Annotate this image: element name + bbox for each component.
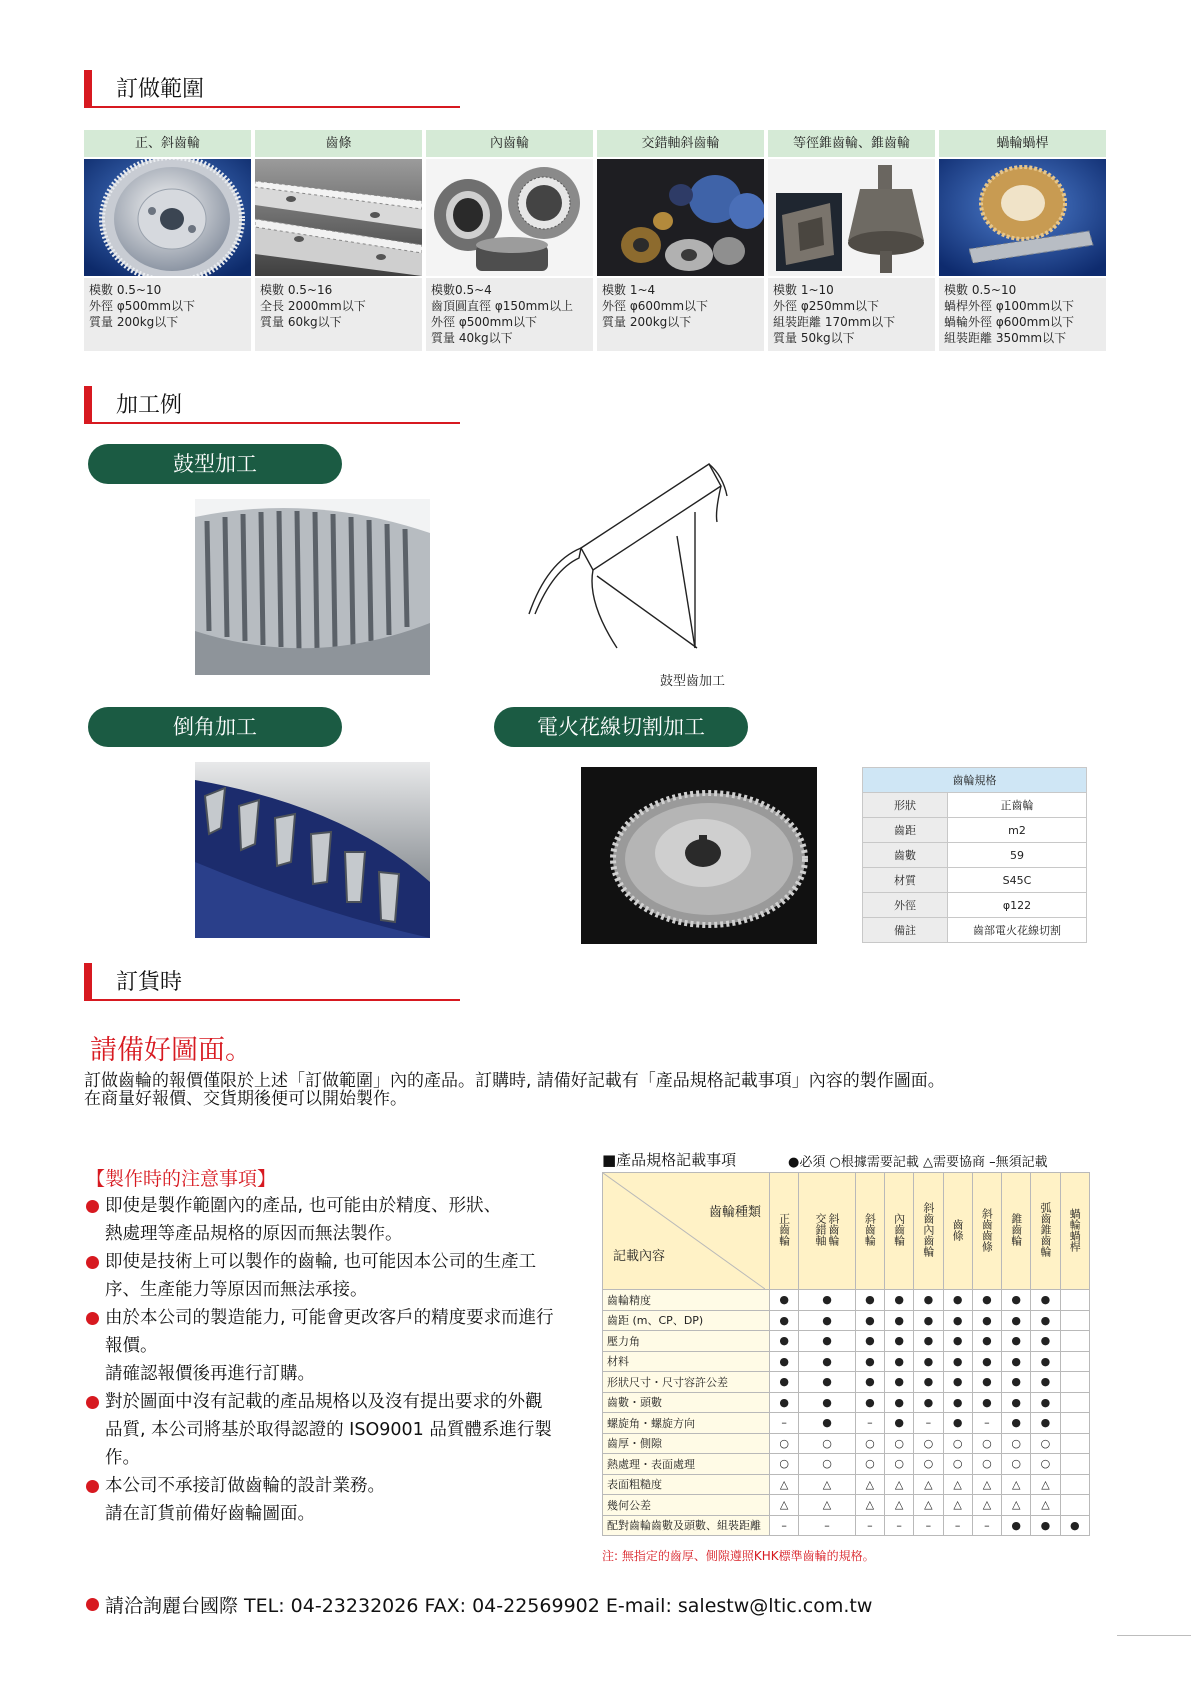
section-header-ordering bbox=[84, 963, 460, 1001]
matrix-cell: ● bbox=[1002, 1372, 1031, 1393]
matrix-cell: ● bbox=[943, 1290, 972, 1311]
matrix-cell: ○ bbox=[943, 1454, 972, 1475]
gear-spec-row bbox=[863, 843, 1087, 868]
matrix-row-label: 壓力角 bbox=[603, 1331, 770, 1352]
matrix-cell: ● bbox=[1002, 1515, 1031, 1536]
matrix-corner bbox=[603, 1173, 770, 1290]
matrix-cell: ● bbox=[1031, 1392, 1060, 1413]
scope-card-spec bbox=[597, 278, 764, 351]
rack-photo bbox=[255, 159, 422, 276]
spec-line: 質量 40kg以下 bbox=[431, 331, 513, 345]
spec-line: 蝸桿外徑 φ100mm以下 bbox=[944, 299, 1075, 313]
matrix-cell: ● bbox=[972, 1331, 1001, 1352]
spec-line: 模數 0.5~10 bbox=[89, 283, 162, 297]
scope-card-spur-helical bbox=[84, 130, 251, 351]
column-label: 內齒輪 bbox=[892, 1213, 906, 1246]
crowning-diagram bbox=[527, 452, 747, 662]
matrix-cell: ○ bbox=[1002, 1454, 1031, 1475]
spec-line: 質量 200kg以下 bbox=[602, 315, 692, 329]
ordering-paragraph bbox=[84, 1072, 1114, 1108]
scope-card-title: 齒條 bbox=[255, 130, 422, 157]
matrix-cell: ○ bbox=[972, 1454, 1001, 1475]
section-marker bbox=[84, 70, 92, 106]
matrix-row bbox=[603, 1515, 1090, 1536]
column-label-part: 交錯軸 bbox=[814, 1213, 827, 1246]
spec-line: 模數0.5~4 bbox=[431, 283, 492, 297]
matrix-cell: ● bbox=[943, 1392, 972, 1413]
matrix-cell: ● bbox=[943, 1413, 972, 1434]
spur-gear-photo bbox=[84, 159, 251, 276]
matrix-cell: △ bbox=[914, 1474, 943, 1495]
matrix-cell: ● bbox=[770, 1392, 799, 1413]
spec-key: 外徑 bbox=[863, 893, 948, 918]
matrix-cell: ● bbox=[799, 1372, 855, 1393]
matrix-cell: ● bbox=[972, 1310, 1001, 1331]
spec-line: 模數 1~10 bbox=[773, 283, 834, 297]
matrix-cell: ● bbox=[885, 1413, 914, 1434]
matrix-column-header bbox=[972, 1173, 1001, 1290]
requirements-matrix bbox=[602, 1172, 1090, 1536]
gear-spec-row bbox=[863, 793, 1087, 818]
matrix-cell: △ bbox=[972, 1474, 1001, 1495]
matrix-cell: ○ bbox=[1031, 1433, 1060, 1454]
matrix-cell: ● bbox=[972, 1392, 1001, 1413]
matrix-cell: △ bbox=[972, 1495, 1001, 1516]
matrix-cell: △ bbox=[1031, 1474, 1060, 1495]
matrix-cell: ● bbox=[914, 1310, 943, 1331]
scope-card-spec bbox=[426, 278, 593, 351]
matrix-row bbox=[603, 1290, 1090, 1311]
scope-card-spec bbox=[84, 278, 251, 351]
matrix-cell: ● bbox=[799, 1331, 855, 1352]
matrix-cell: △ bbox=[855, 1495, 884, 1516]
spec-line: 外徑 φ250mm以下 bbox=[773, 299, 880, 313]
bullet-icon bbox=[86, 1256, 99, 1269]
matrix-legend: ●必須 ○根據需要記載 △需要協商 –無須記載 bbox=[788, 1155, 1048, 1170]
matrix-cell: ● bbox=[770, 1372, 799, 1393]
note-line: 請確認報價後再進行訂購。 bbox=[105, 1364, 315, 1384]
matrix-cell bbox=[1060, 1474, 1089, 1495]
matrix-column-header bbox=[1002, 1173, 1031, 1290]
chamfer-photo bbox=[195, 762, 430, 938]
matrix-cell: ○ bbox=[885, 1454, 914, 1475]
matrix-column-header bbox=[1060, 1173, 1089, 1290]
note-line: 即使是技術上可以製作的齒輪, 也可能因本公司的生產工 bbox=[105, 1252, 537, 1272]
matrix-cell: ○ bbox=[799, 1433, 855, 1454]
matrix-cell: ○ bbox=[972, 1433, 1001, 1454]
matrix-row-label: 表面粗糙度 bbox=[603, 1474, 770, 1495]
spec-value: 齒部電火花線切割 bbox=[948, 918, 1087, 943]
note-line: 本公司不承接訂做齒輪的設計業務。 bbox=[105, 1476, 385, 1496]
matrix-cell: – bbox=[943, 1515, 972, 1536]
matrix-cell: ● bbox=[770, 1310, 799, 1331]
matrix-cell: ● bbox=[885, 1372, 914, 1393]
spec-value: φ122 bbox=[948, 893, 1087, 918]
paragraph-line: 在商量好報價、交貨期後便可以開始製作。 bbox=[84, 1089, 407, 1109]
matrix-cell: – bbox=[972, 1413, 1001, 1434]
matrix-cell: – bbox=[770, 1413, 799, 1434]
scope-card-spec bbox=[768, 278, 935, 351]
note-line: 報價。 bbox=[105, 1336, 158, 1356]
matrix-cell: △ bbox=[1031, 1495, 1060, 1516]
note-item bbox=[86, 1472, 566, 1528]
crowning-photo bbox=[195, 499, 430, 675]
crowning-caption: 鼓型齒加工 bbox=[660, 674, 726, 689]
gear-spec-row bbox=[863, 818, 1087, 843]
note-line: 即使是製作範圍內的產品, 也可能由於精度、形狀、 bbox=[105, 1196, 502, 1216]
note-line: 品質, 本公司將基於取得認證的 ISO9001 品質體系進行製 bbox=[105, 1420, 552, 1440]
matrix-cell: △ bbox=[799, 1495, 855, 1516]
matrix-row bbox=[603, 1495, 1090, 1516]
matrix-cell: ● bbox=[1031, 1310, 1060, 1331]
matrix-cell: ● bbox=[855, 1392, 884, 1413]
matrix-cell: ● bbox=[1031, 1290, 1060, 1311]
matrix-cell: ○ bbox=[799, 1454, 855, 1475]
matrix-cell: ● bbox=[972, 1290, 1001, 1311]
matrix-cell: ● bbox=[1031, 1515, 1060, 1536]
note-line: 對於圖面中沒有記載的產品規格以及沒有提出要求的外觀 bbox=[105, 1392, 543, 1412]
matrix-cell: ● bbox=[914, 1392, 943, 1413]
matrix-cell bbox=[1060, 1392, 1089, 1413]
section-header-custom-range bbox=[84, 70, 460, 108]
scope-card-bevel bbox=[768, 130, 935, 351]
spec-key: 備註 bbox=[863, 918, 948, 943]
matrix-row-label: 齒厚・側隙 bbox=[603, 1433, 770, 1454]
matrix-cell: △ bbox=[799, 1474, 855, 1495]
matrix-cell: – bbox=[799, 1515, 855, 1536]
matrix-cell: – bbox=[914, 1413, 943, 1434]
matrix-cell: ● bbox=[943, 1310, 972, 1331]
footer-rule bbox=[1117, 1635, 1191, 1636]
corner-diagonal bbox=[603, 1173, 765, 1289]
matrix-cell bbox=[1060, 1290, 1089, 1311]
spec-line: 外徑 φ500mm以下 bbox=[89, 299, 196, 313]
matrix-cell: ● bbox=[855, 1331, 884, 1352]
note-item bbox=[86, 1248, 566, 1304]
matrix-cell: ● bbox=[855, 1372, 884, 1393]
matrix-column-header bbox=[1031, 1173, 1060, 1290]
spec-value: m2 bbox=[948, 818, 1087, 843]
spec-key: 齒數 bbox=[863, 843, 948, 868]
matrix-cell: ● bbox=[1002, 1351, 1031, 1372]
matrix-cell: ● bbox=[1031, 1351, 1060, 1372]
matrix-row-label: 材料 bbox=[603, 1351, 770, 1372]
matrix-cell: ● bbox=[914, 1290, 943, 1311]
matrix-cell: ● bbox=[770, 1351, 799, 1372]
wire-edm-pill: 電火花線切割加工 bbox=[494, 707, 748, 747]
matrix-cell: △ bbox=[770, 1495, 799, 1516]
matrix-cell: ● bbox=[799, 1351, 855, 1372]
screw-gear-photo bbox=[597, 159, 764, 276]
gear-spec-table bbox=[862, 767, 1087, 943]
matrix-cell: △ bbox=[1002, 1495, 1031, 1516]
bullet-icon bbox=[86, 1396, 99, 1409]
matrix-column-header bbox=[799, 1173, 855, 1290]
matrix-row bbox=[603, 1351, 1090, 1372]
spec-key: 材質 bbox=[863, 868, 948, 893]
matrix-cell: ● bbox=[855, 1351, 884, 1372]
spec-value: S45C bbox=[948, 868, 1087, 893]
worm-gear-photo bbox=[939, 159, 1106, 276]
matrix-cell: ○ bbox=[1031, 1454, 1060, 1475]
notes-list bbox=[86, 1192, 566, 1528]
section-header-examples bbox=[84, 386, 460, 424]
matrix-cell: ● bbox=[770, 1290, 799, 1311]
matrix-row-label: 齒輪精度 bbox=[603, 1290, 770, 1311]
matrix-cell: △ bbox=[855, 1474, 884, 1495]
note-item bbox=[86, 1304, 566, 1388]
matrix-column-header bbox=[855, 1173, 884, 1290]
matrix-cell bbox=[1060, 1351, 1089, 1372]
matrix-cell: △ bbox=[885, 1495, 914, 1516]
spec-line: 全長 2000mm以下 bbox=[260, 299, 366, 313]
custom-range-grid bbox=[84, 130, 1106, 351]
spec-line: 組裝距離 350mm以下 bbox=[944, 331, 1067, 345]
matrix-cell: △ bbox=[1002, 1474, 1031, 1495]
spec-key: 齒距 bbox=[863, 818, 948, 843]
notes-title: 【製作時的注意事項】 bbox=[86, 1168, 277, 1190]
matrix-row bbox=[603, 1433, 1090, 1454]
matrix-cell: △ bbox=[943, 1495, 972, 1516]
scope-card-title: 正、斜齒輪 bbox=[84, 130, 251, 157]
spec-value: 59 bbox=[948, 843, 1087, 868]
matrix-cell bbox=[1060, 1495, 1089, 1516]
column-label: 斜齒輪 bbox=[863, 1213, 877, 1246]
matrix-cell bbox=[1060, 1310, 1089, 1331]
matrix-cell: ● bbox=[1002, 1310, 1031, 1331]
matrix-row bbox=[603, 1392, 1090, 1413]
scope-card-title: 內齒輪 bbox=[426, 130, 593, 157]
matrix-cell: ● bbox=[1002, 1331, 1031, 1352]
matrix-cell: ● bbox=[885, 1351, 914, 1372]
matrix-cell: ● bbox=[799, 1310, 855, 1331]
matrix-cell: ● bbox=[799, 1413, 855, 1434]
matrix-cell: ● bbox=[885, 1331, 914, 1352]
matrix-row-label: 配對齒輪齒數及頭數、組裝距離 bbox=[603, 1515, 770, 1536]
note-item bbox=[86, 1192, 566, 1248]
matrix-cell bbox=[1060, 1433, 1089, 1454]
matrix-cell: – bbox=[855, 1515, 884, 1536]
column-label-part: 斜齒輪 bbox=[827, 1213, 840, 1246]
gear-spec-row bbox=[863, 893, 1087, 918]
matrix-column-header bbox=[770, 1173, 799, 1290]
matrix-row bbox=[603, 1454, 1090, 1475]
matrix-row bbox=[603, 1413, 1090, 1434]
spec-line: 模數 0.5~16 bbox=[260, 283, 333, 297]
matrix-cell: △ bbox=[914, 1495, 943, 1516]
section-title: 加工例 bbox=[116, 393, 183, 418]
matrix-column-header bbox=[914, 1173, 943, 1290]
matrix-row-label: 形狀尺寸・尺寸容許公差 bbox=[603, 1372, 770, 1393]
matrix-cell: – bbox=[770, 1515, 799, 1536]
spec-line: 質量 60kg以下 bbox=[260, 315, 342, 329]
column-label: 斜齒齒條 bbox=[980, 1207, 994, 1252]
scope-card-internal bbox=[426, 130, 593, 351]
corner-bottom-label: 記載內容 bbox=[613, 1249, 666, 1264]
matrix-cell: ● bbox=[943, 1372, 972, 1393]
scope-card-title: 蝸輪蝸桿 bbox=[939, 130, 1106, 157]
bullet-icon bbox=[86, 1480, 99, 1493]
contact-line bbox=[86, 1591, 872, 1618]
spec-line: 蝸輪外徑 φ600mm以下 bbox=[944, 315, 1075, 329]
gear-spec-title: 齒輪規格 bbox=[863, 768, 1087, 793]
matrix-cell: △ bbox=[943, 1474, 972, 1495]
note-line: 熱處理等產品規格的原因而無法製作。 bbox=[105, 1224, 403, 1244]
matrix-cell: ● bbox=[885, 1392, 914, 1413]
spec-key: 形狀 bbox=[863, 793, 948, 818]
section-title: 訂做範圍 bbox=[116, 77, 205, 102]
spec-line: 模數 1~4 bbox=[602, 283, 656, 297]
matrix-title: ■產品規格記載事項 bbox=[602, 1151, 737, 1169]
note-line: 由於本公司的製造能力, 可能會更改客戶的精度要求而進行 bbox=[105, 1308, 554, 1328]
matrix-row-label: 熱處理・表面處理 bbox=[603, 1454, 770, 1475]
matrix-cell: ● bbox=[1031, 1413, 1060, 1434]
matrix-cell: ○ bbox=[914, 1433, 943, 1454]
matrix-cell: ● bbox=[855, 1290, 884, 1311]
spec-value: 正齒輪 bbox=[948, 793, 1087, 818]
matrix-cell: ● bbox=[943, 1331, 972, 1352]
spec-line: 外徑 φ500mm以下 bbox=[431, 315, 538, 329]
gear-spec-row bbox=[863, 868, 1087, 893]
matrix-cell: ● bbox=[770, 1331, 799, 1352]
scope-card-title: 交錯軸斜齒輪 bbox=[597, 130, 764, 157]
matrix-note: 注: 無指定的齒厚、側隙遵照KHK標準齒輪的規格。 bbox=[602, 1549, 875, 1563]
matrix-cell: ● bbox=[855, 1310, 884, 1331]
paragraph-line: 訂做齒輪的報價僅限於上述「訂做範圍」內的產品。訂購時, 請備好記載有「產品規格記載事項」內容的製作圖面。 bbox=[84, 1071, 945, 1091]
matrix-cell: ● bbox=[972, 1372, 1001, 1393]
section-marker bbox=[84, 963, 92, 999]
matrix-cell: ● bbox=[914, 1331, 943, 1352]
scope-card-rack bbox=[255, 130, 422, 351]
matrix-cell: ○ bbox=[855, 1433, 884, 1454]
matrix-cell: ○ bbox=[1002, 1433, 1031, 1454]
matrix-cell: ● bbox=[914, 1372, 943, 1393]
scope-card-worm bbox=[939, 130, 1106, 351]
matrix-cell: ● bbox=[914, 1351, 943, 1372]
spec-line: 模數 0.5~10 bbox=[944, 283, 1017, 297]
matrix-cell: ● bbox=[799, 1290, 855, 1311]
matrix-cell: ● bbox=[1002, 1392, 1031, 1413]
crowning-pill: 鼓型加工 bbox=[88, 444, 342, 484]
corner-top-label: 齒輪種類 bbox=[708, 1205, 761, 1220]
matrix-column-header bbox=[885, 1173, 914, 1290]
column-label: 蝸輪蝸桿 bbox=[1068, 1207, 1082, 1252]
matrix-cell: ○ bbox=[770, 1454, 799, 1475]
spec-line: 外徑 φ600mm以下 bbox=[602, 299, 709, 313]
internal-gear-photo bbox=[426, 159, 593, 276]
matrix-cell: ● bbox=[1002, 1413, 1031, 1434]
matrix-cell: – bbox=[855, 1413, 884, 1434]
bullet-icon bbox=[86, 1598, 99, 1611]
matrix-cell: ● bbox=[1031, 1372, 1060, 1393]
section-title: 訂貨時 bbox=[116, 970, 183, 995]
gear-spec-row bbox=[863, 918, 1087, 943]
matrix-cell: ● bbox=[885, 1310, 914, 1331]
matrix-cell: △ bbox=[885, 1474, 914, 1495]
matrix-cell: – bbox=[885, 1515, 914, 1536]
matrix-cell bbox=[1060, 1372, 1089, 1393]
scope-card-title: 等徑錐齒輪、錐齒輪 bbox=[768, 130, 935, 157]
chamfer-pill: 倒角加工 bbox=[88, 707, 342, 747]
matrix-header-row bbox=[603, 1173, 1090, 1290]
wire-edm-photo bbox=[581, 767, 817, 944]
scope-card-screw bbox=[597, 130, 764, 351]
matrix-column-header bbox=[943, 1173, 972, 1290]
matrix-cell: ● bbox=[1002, 1290, 1031, 1311]
matrix-cell bbox=[1060, 1331, 1089, 1352]
note-item bbox=[86, 1388, 566, 1472]
spec-line: 組裝距離 170mm以下 bbox=[773, 315, 896, 329]
matrix-cell: ○ bbox=[943, 1433, 972, 1454]
matrix-cell: ○ bbox=[855, 1454, 884, 1475]
spec-line: 質量 200kg以下 bbox=[89, 315, 179, 329]
ordering-headline: 請備好圖面。 bbox=[90, 1035, 252, 1066]
column-label: 弧齒錐齒輪 bbox=[1038, 1202, 1052, 1257]
matrix-cell bbox=[1060, 1454, 1089, 1475]
bullet-icon bbox=[86, 1312, 99, 1325]
section-marker bbox=[84, 386, 92, 422]
column-label: 錐齒輪 bbox=[1009, 1213, 1023, 1246]
column-label: 正齒輪 bbox=[777, 1213, 791, 1246]
matrix-row bbox=[603, 1474, 1090, 1495]
matrix-row bbox=[603, 1331, 1090, 1352]
matrix-row-label: 螺旋角・螺旋方向 bbox=[603, 1413, 770, 1434]
matrix-cell: ● bbox=[943, 1351, 972, 1372]
column-label: 斜齒內齒輪 bbox=[921, 1202, 935, 1257]
matrix-cell: ○ bbox=[770, 1433, 799, 1454]
note-line: 序、生產能力等原因而無法承接。 bbox=[105, 1280, 368, 1300]
bevel-gear-photo bbox=[768, 159, 935, 276]
matrix-cell: – bbox=[914, 1515, 943, 1536]
matrix-row-label: 齒距 (m、CP、DP) bbox=[603, 1310, 770, 1331]
spec-line: 質量 50kg以下 bbox=[773, 331, 855, 345]
matrix-row-label: 幾何公差 bbox=[603, 1495, 770, 1516]
matrix-row bbox=[603, 1372, 1090, 1393]
spec-line: 齒頂圓直徑 φ150mm以上 bbox=[431, 299, 574, 313]
matrix-cell: △ bbox=[770, 1474, 799, 1495]
matrix-cell: – bbox=[972, 1515, 1001, 1536]
column-label: 齒條 bbox=[951, 1218, 965, 1241]
note-line: 作。 bbox=[105, 1448, 140, 1468]
matrix-cell: ○ bbox=[885, 1433, 914, 1454]
scope-card-spec bbox=[939, 278, 1106, 351]
note-line: 請在訂貨前備好齒輪圖面。 bbox=[105, 1504, 315, 1524]
matrix-cell: ○ bbox=[914, 1454, 943, 1475]
matrix-row-label: 齒數・頭數 bbox=[603, 1392, 770, 1413]
matrix-cell: ● bbox=[885, 1290, 914, 1311]
matrix-row bbox=[603, 1310, 1090, 1331]
scope-card-spec bbox=[255, 278, 422, 351]
matrix-cell: ● bbox=[1031, 1331, 1060, 1352]
matrix-cell: ● bbox=[1060, 1515, 1089, 1536]
bullet-icon bbox=[86, 1200, 99, 1213]
matrix-cell: ● bbox=[972, 1351, 1001, 1372]
contact-text: 請洽詢麗台國際 TEL: 04-23232026 FAX: 04-22569902 E-mail: salestw@ltic.com.tw bbox=[105, 1595, 873, 1617]
matrix-cell bbox=[1060, 1413, 1089, 1434]
matrix-cell: ● bbox=[799, 1392, 855, 1413]
